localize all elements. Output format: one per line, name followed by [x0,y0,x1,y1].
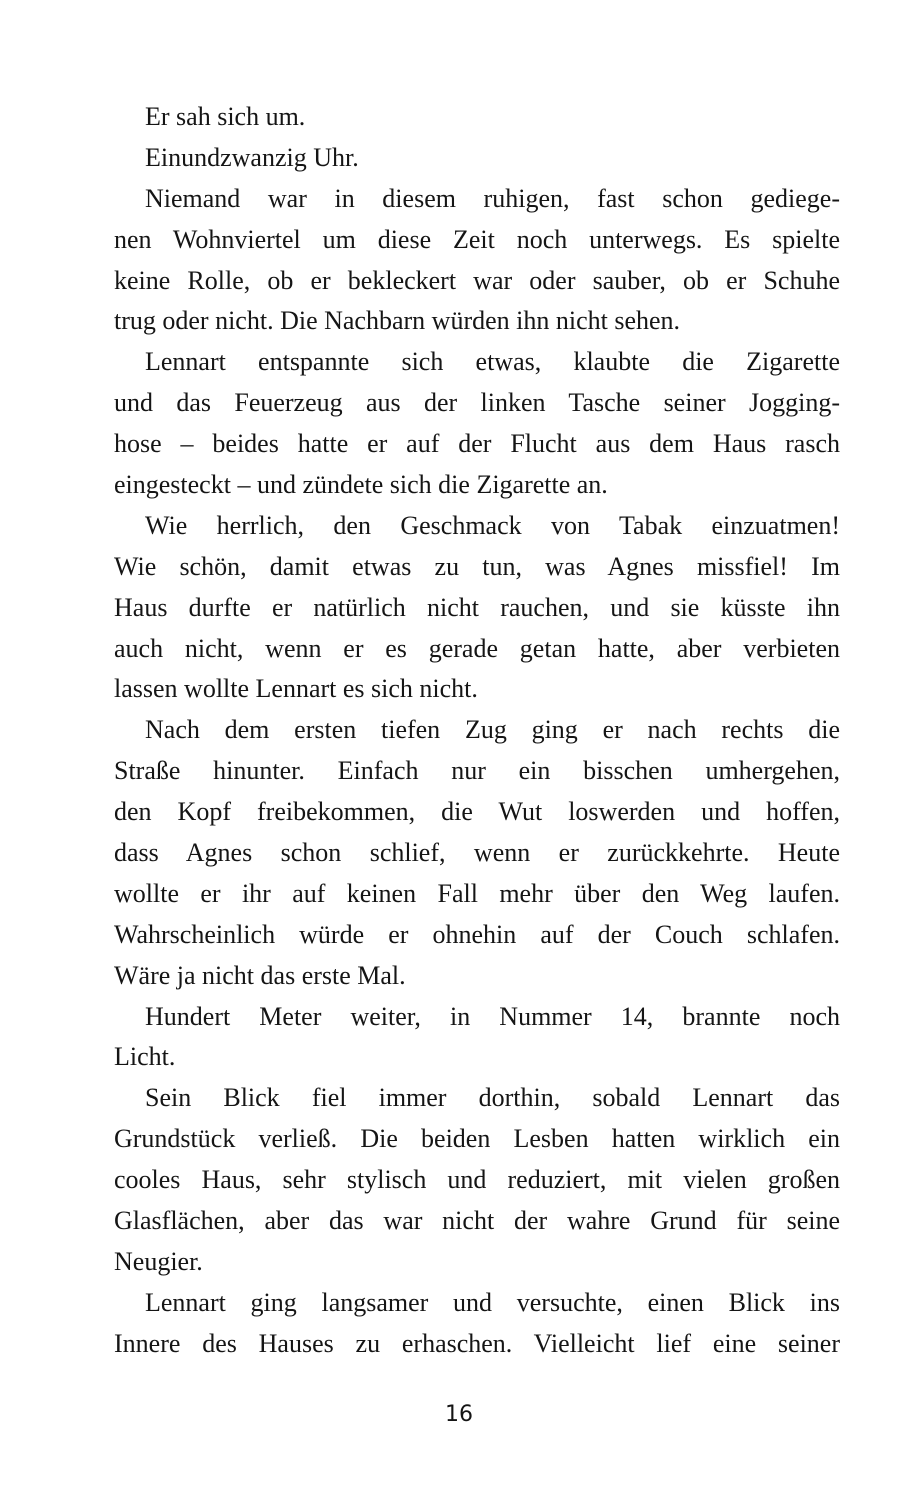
page-number: 16 [445,1402,473,1427]
text-line: Neugier. [114,1246,203,1276]
text-line: eingesteckt – und zündete sich die Zigarette an. [114,470,608,500]
text-line: keine Rolle, ob er bekleckert war oder sauber, ob er Schuhe [114,265,840,295]
text-line: lassen wollte Lennart es sich nicht. [114,674,478,704]
text-line: Lennart entspannte sich etwas, klaubte die Zigarette [145,347,840,377]
text-line: Straße hinunter. Einfach nur ein bisschen umhergehen, [114,756,840,786]
text-line: trug oder nicht. Die Nachbarn würden ihn nicht sehen. [114,306,681,336]
text-line: wollte er ihr auf keinen Fall mehr über den Weg laufen. [114,878,840,908]
text-line: den Kopf freibekommen, die Wut loswerden und hoffen, [114,797,840,827]
text-line: Wahrscheinlich würde er ohnehin auf der Couch schlafen. [114,919,840,949]
text-line: Niemand war in diesem ruhigen, fast schon gediege- [145,183,840,213]
text-line: Grundstück verließ. Die beiden Lesben hatten wirklich ein [114,1124,840,1154]
text-line: Nach dem ersten tiefen Zug ging er nach rechts die [145,715,840,745]
text-line: dass Agnes schon schlief, wenn er zurückkehrte. Heute [114,838,840,868]
text-line: Er sah sich um. [145,102,306,131]
body-text [114,97,840,1365]
text-line: Innere des Hauses zu erhaschen. Vielleicht lief eine seiner [114,1328,840,1358]
text-line: Hundert Meter weiter, in Nummer 14, brannte noch [145,1001,840,1031]
text-line: Sein Blick fiel immer dorthin, sobald Lennart das [145,1083,840,1113]
text-line: Haus durfte er natürlich nicht rauchen, und sie küsste ihn [114,592,840,622]
text-line: Licht. [114,1042,176,1072]
text-line: und das Feuerzeug aus der linken Tasche seiner Jogging- [114,388,840,418]
text-line: hose – beides hatte er auf der Flucht aus dem Haus rasch [114,429,840,459]
text-line: Einundzwanzig Uhr. [145,142,359,172]
text-line: Wie herrlich, den Geschmack von Tabak einzuatmen! [145,510,840,540]
text-line: cooles Haus, sehr stylisch und reduziert, mit vielen großen [114,1165,840,1195]
text-line: Wie schön, damit etwas zu tun, was Agnes missfiel! Im [114,551,840,581]
text-line: auch nicht, wenn er es gerade getan hatte, aber verbieten [114,633,840,663]
text-line: nen Wohnviertel um diese Zeit noch unterwegs. Es spielte [114,224,840,254]
text-line: Glasflächen, aber das war nicht der wahre Grund für seine [114,1206,840,1236]
text-line: Wäre ja nicht das erste Mal. [114,960,406,990]
text-line: Lennart ging langsamer und versuchte, einen Blick ins [145,1287,840,1317]
